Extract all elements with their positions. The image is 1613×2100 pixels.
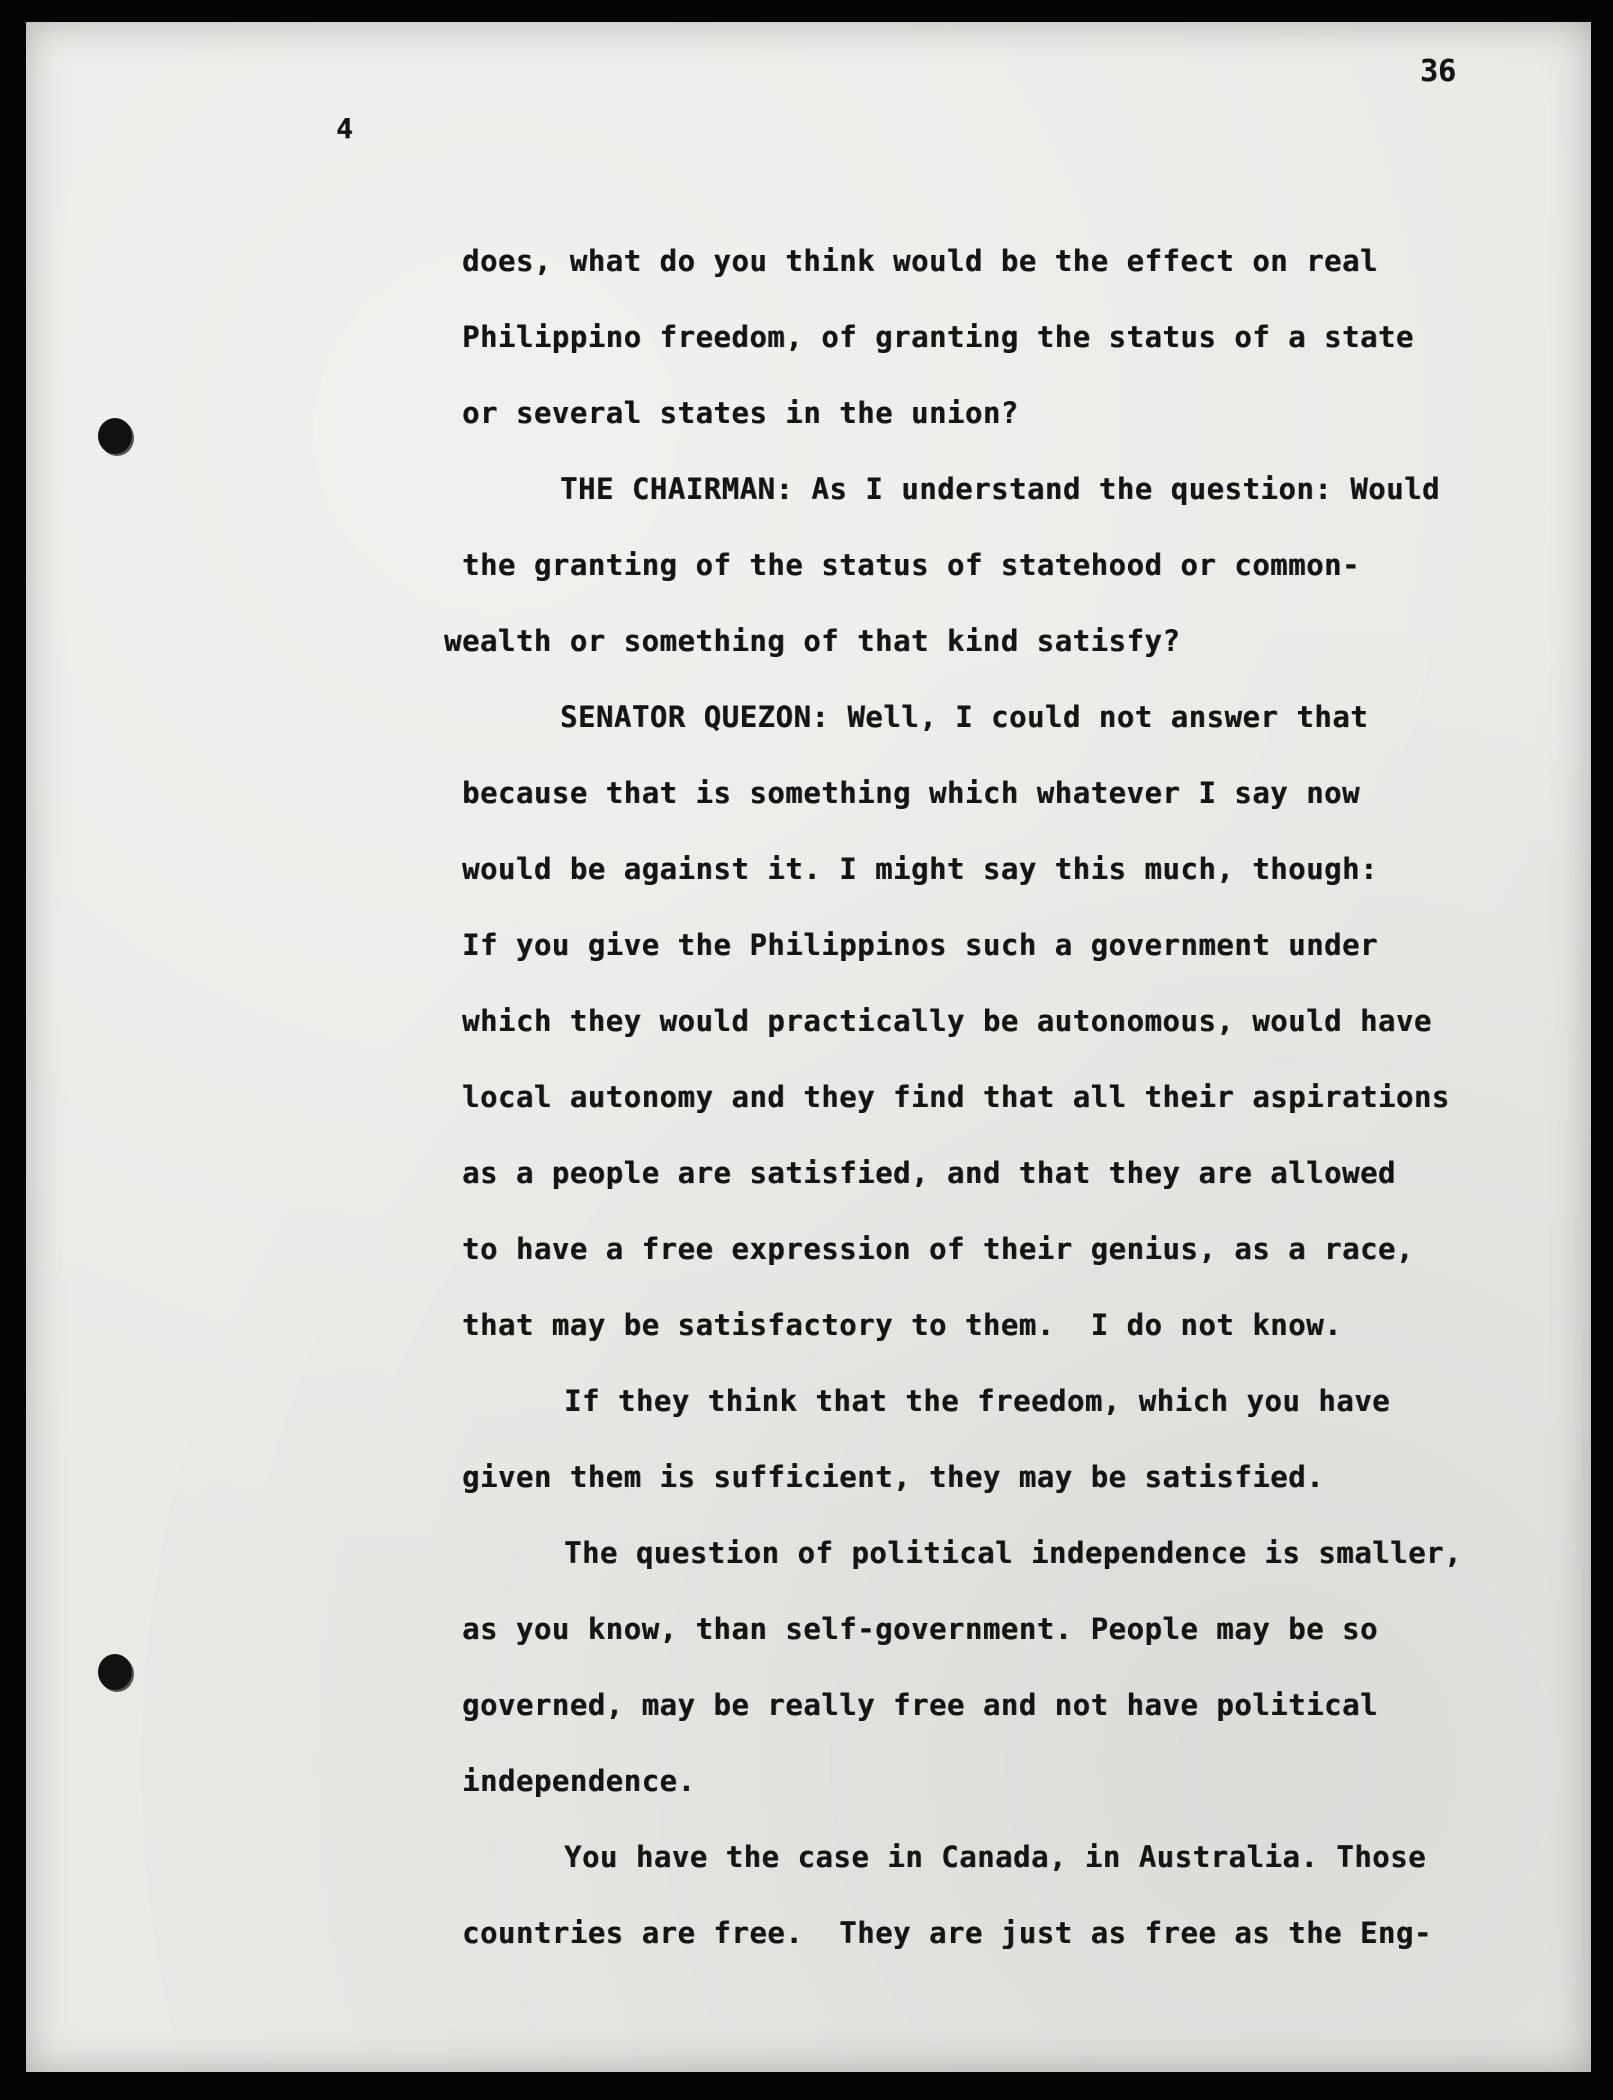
text-line: would be against it. I might say this much, though: (462, 852, 1378, 886)
text-line: Philippino freedom, of granting the status of a state (462, 320, 1414, 354)
text-line: SENATOR QUEZON: Well, I could not answer that (560, 700, 1369, 734)
text-line: to have a free expression of their genius, as a race, (462, 1232, 1414, 1266)
text-line: If they think that the freedom, which you have (564, 1384, 1391, 1418)
text-line: countries are free. They are just as free as the Eng- (462, 1916, 1432, 1950)
sheet-mark: 4 (336, 112, 353, 145)
text-line: wealth or something of that kind satisfy? (444, 624, 1181, 658)
text-line: If you give the Philippinos such a government under (462, 928, 1378, 962)
text-line: as you know, than self-government. People may be so (462, 1612, 1378, 1646)
text-line: because that is something which whatever I say now (462, 776, 1360, 810)
text-line: or several states in the union? (462, 396, 1019, 430)
text-line: governed, may be really free and not have political (462, 1688, 1378, 1722)
text-line: does, what do you think would be the effect on real (462, 244, 1378, 278)
text-line: as a people are satisfied, and that they are allowed (462, 1156, 1396, 1190)
page-number: 36 (1420, 54, 1457, 89)
text-line: given them is sufficient, they may be satisfied. (462, 1460, 1325, 1494)
text-line: the granting of the status of statehood or common- (462, 548, 1360, 582)
text-line: THE CHAIRMAN: As I understand the question: Would (560, 472, 1441, 506)
text-line: which they would practically be autonomous, would have (462, 1004, 1432, 1038)
text-line: independence. (462, 1764, 696, 1798)
text-line: local autonomy and they find that all their aspirations (462, 1080, 1450, 1114)
text-line: You have the case in Canada, in Australia. Those (564, 1840, 1427, 1874)
text-line: that may be satisfactory to them. I do not know. (462, 1308, 1343, 1342)
text-line: The question of political independence is smaller, (564, 1536, 1462, 1570)
